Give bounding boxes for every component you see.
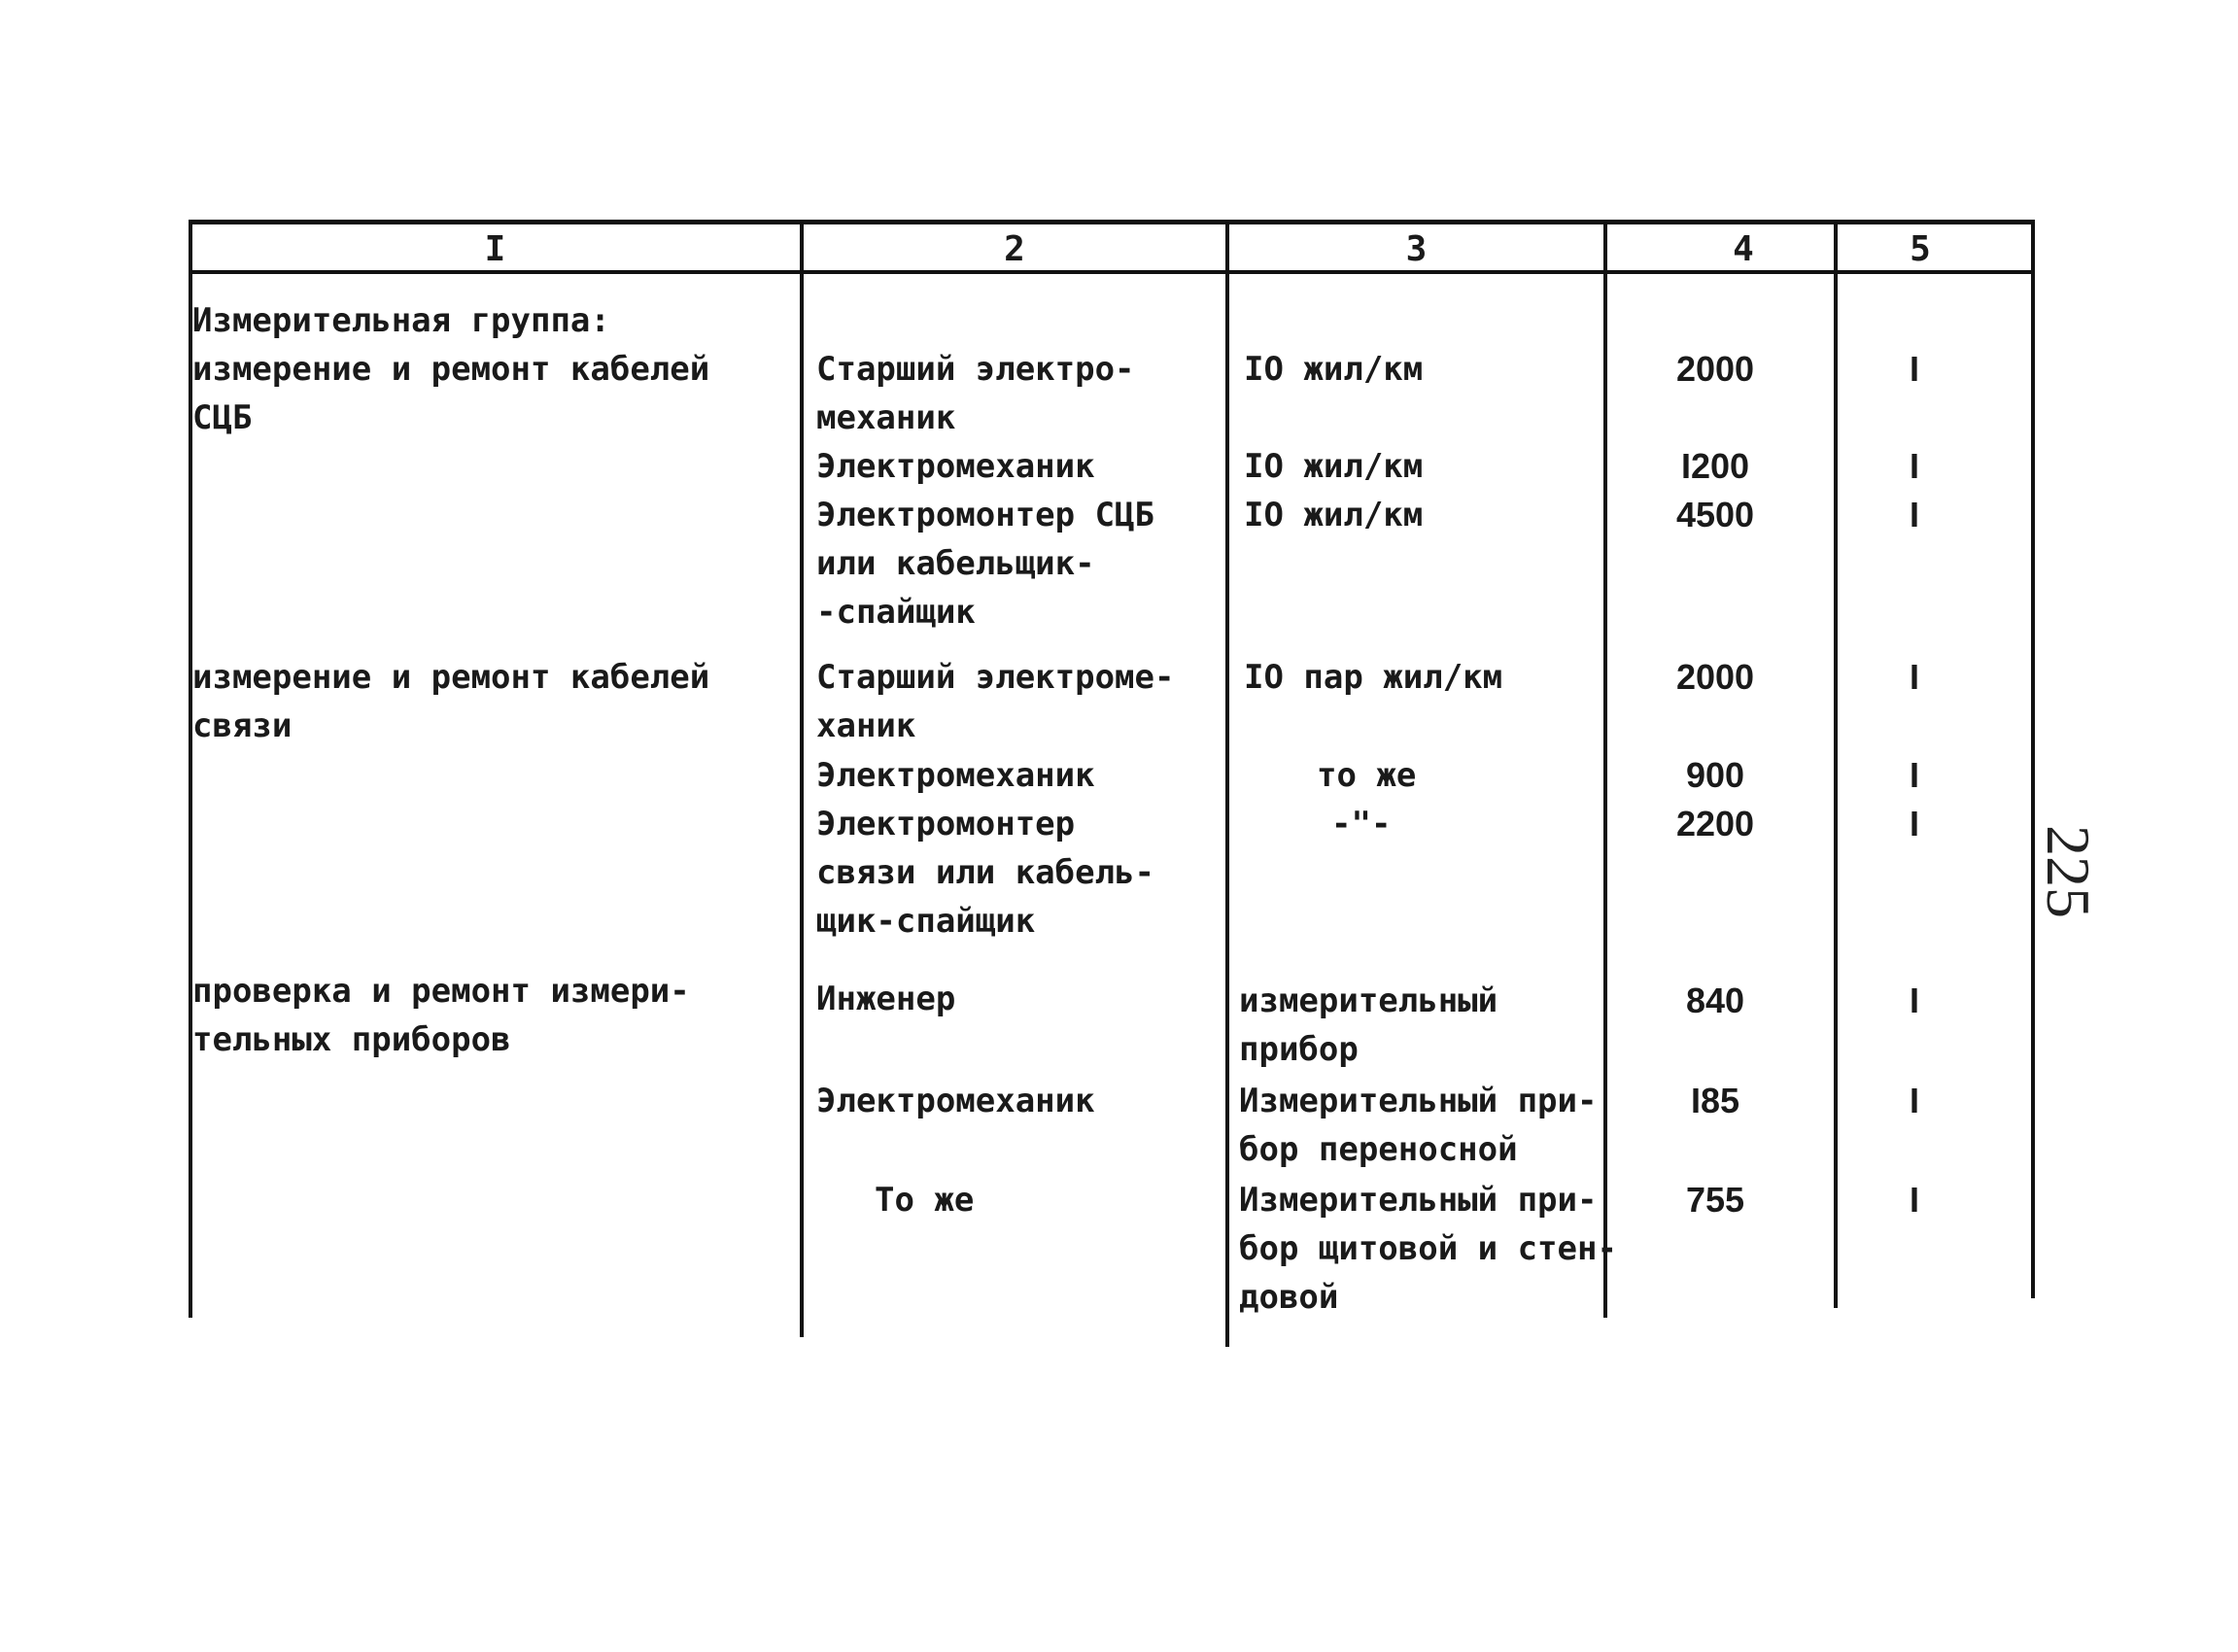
table-cell-norm: I85 [1690, 1081, 1740, 1120]
column-border-2 [1225, 220, 1229, 1347]
column-header-3: 3 [1405, 229, 1428, 269]
column-header-2: 2 [1004, 229, 1025, 269]
column-border-3 [1603, 220, 1607, 1318]
table-cell-position: Электромеханик [816, 1082, 1095, 1120]
table-cell-unit: IO жил/км [1244, 350, 1424, 389]
table-cell-unit: -"- [1331, 805, 1392, 843]
column-border-right [2031, 220, 2035, 1298]
table-cell-norm: 2000 [1675, 657, 1755, 697]
table-cell-position: Старший электроме- ханик [816, 658, 1175, 745]
page-number: 225 [2034, 825, 2103, 918]
table-cell-category: I [1909, 495, 1919, 534]
table-cell-category: I [1909, 657, 1919, 697]
table-cell-category: I [1909, 981, 1919, 1020]
column-header-1: I [484, 229, 506, 269]
table-cell-unit: IO пар жил/км [1244, 658, 1503, 697]
table-cell-category: I [1909, 1081, 1919, 1120]
table-cell-position: Электромонтер СЦБ или кабельщик- -спайщик [816, 496, 1154, 632]
table-cell-category: I [1909, 1180, 1919, 1220]
table-cell-unit: IO жил/км [1244, 447, 1424, 486]
table-cell-category: I [1909, 349, 1919, 389]
table-cell-position: То же [875, 1181, 975, 1220]
table-cell-unit: IO жил/км [1244, 496, 1424, 534]
table-cell-category: I [1909, 446, 1919, 486]
column-border-4 [1834, 220, 1838, 1308]
table-cell-work-type: Измерительная группа: измерение и ремонт кабелей СЦБ [192, 301, 710, 437]
table-cell-norm: I200 [1680, 446, 1750, 486]
table-cell-position: Инженер [816, 980, 956, 1018]
column-header-4: 4 [1733, 229, 1754, 269]
table-cell-norm: 900 [1685, 755, 1745, 795]
table-cell-norm: 2000 [1675, 349, 1755, 389]
column-header-5: 5 [1910, 229, 1931, 269]
table-cell-unit: Измерительный при- бор щитовой и стен- довой [1239, 1181, 1617, 1317]
table-cell-position: Старший электро- механик [816, 350, 1135, 437]
table-cell-category: I [1909, 755, 1919, 795]
column-border-1 [800, 220, 804, 1337]
table-cell-unit: измерительный прибор [1239, 981, 1498, 1069]
table-cell-norm: 4500 [1675, 495, 1755, 534]
table-cell-position: Электромонтер связи или кабель- щик-спайщик [816, 805, 1154, 941]
table-cell-position: Электромеханик [816, 756, 1095, 795]
table-cell-norm: 2200 [1675, 804, 1755, 843]
table-cell-unit: то же [1317, 756, 1417, 795]
table-cell-position: Электромеханик [816, 447, 1095, 486]
table-cell-work-type: измерение и ремонт кабелей связи [192, 658, 710, 745]
table-top-border [190, 220, 2035, 224]
table-cell-norm: 840 [1685, 981, 1745, 1020]
table-cell-unit: Измерительный при- бор переносной [1239, 1082, 1598, 1169]
table-cell-norm: 755 [1685, 1180, 1745, 1220]
header-bottom-border [190, 270, 2035, 274]
table-cell-work-type: проверка и ремонт измери- тельных приборов [192, 972, 690, 1059]
table-cell-category: I [1909, 804, 1919, 843]
